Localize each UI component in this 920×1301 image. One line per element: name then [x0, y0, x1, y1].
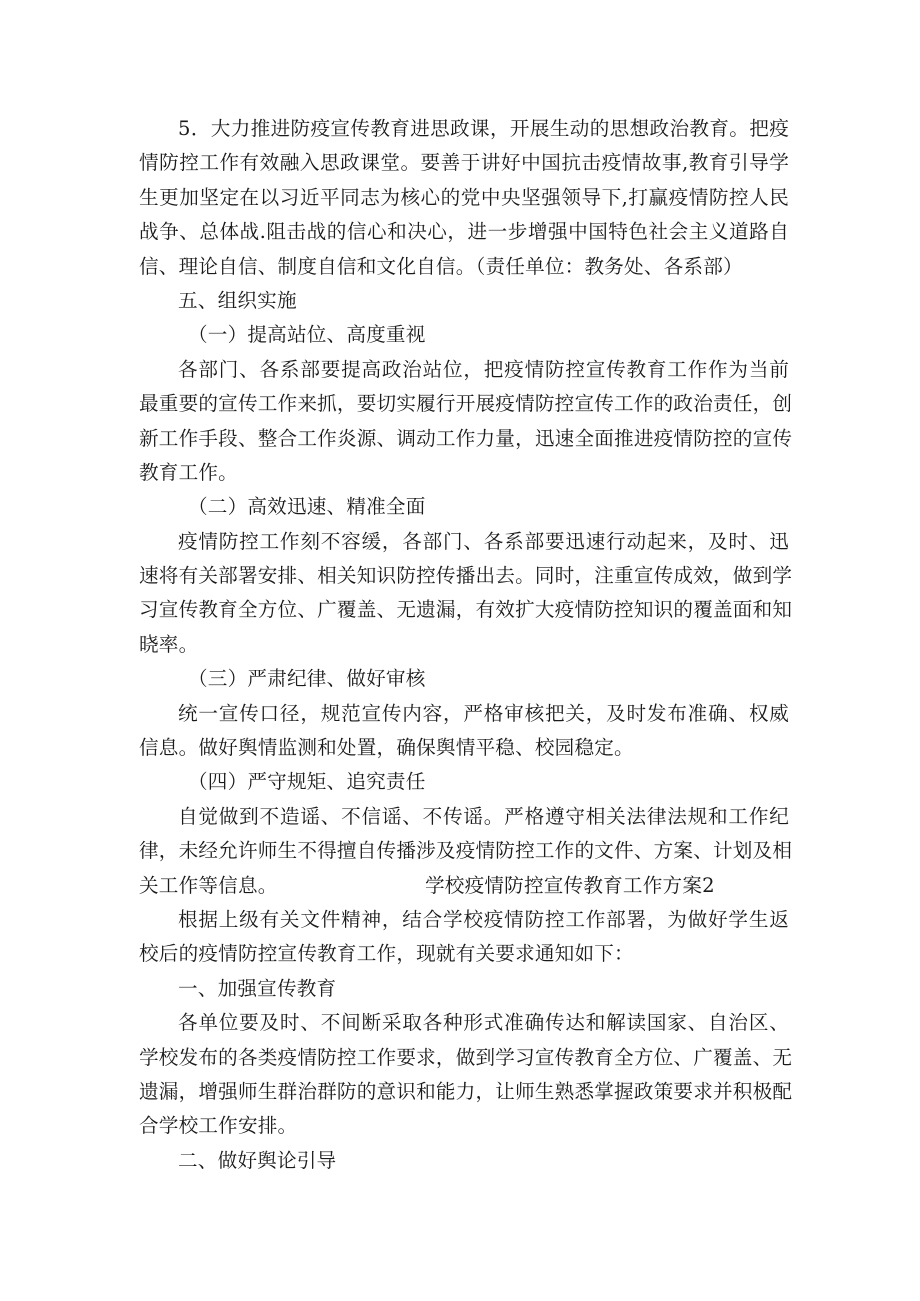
paragraph-line: 战争、总体战.阻击战的信心和决心，进一步增强中国特色社会主义道路自 [139, 220, 789, 244]
paragraph-line: 最重要的宣传工作来抓，要切实履行开展疫情防控宣传工作的政治责任，创 [139, 392, 793, 416]
paragraph-line: 信、理论自信、制度自信和文化自信。（责任单位：教务处、各系部） [139, 254, 743, 278]
paragraph-text: 关工作等信息。 [139, 873, 278, 897]
paragraph-line: 情防控工作有效融入思政课堂。要善于讲好中国抗击疫情故事,教育引导学 [139, 151, 789, 175]
paragraph-line: 习宣传教育全方位、广覆盖、无遗漏，有效扩大疫情防控知识的覆盖面和知 [139, 598, 793, 622]
paragraph-line-with-title [139, 869, 789, 903]
paragraph-line: 5．大力推进防疫宣传教育进思政课，开展生动的思想政治教育。把疫 [178, 117, 789, 140]
paragraph-line: 速将有关部署安排、相关知识防控传播出去。同时，注重宣传成效，做到学 [139, 564, 793, 588]
subsection-heading: （一）提高站位、高度重视 [188, 323, 426, 347]
paragraph-line: 新工作手段、整合工作炎源、调动工作力量，迅速全面推进疫情防控的宣传 [139, 426, 793, 450]
section-heading: 二、做好舆论引导 [178, 1148, 337, 1172]
document-body [139, 112, 793, 1178]
paragraph-line: 合学校工作安排。 [139, 1114, 298, 1138]
paragraph-line: 晓率。 [139, 632, 199, 656]
section-heading: 五、组织实施 [178, 288, 297, 312]
paragraph-line: 生更加坚定在以习近平同志为核心的党中央坚强领导下,打赢疫情防控人民 [139, 185, 789, 209]
paragraph-line: 律，未经允许师生不得擅自传播涉及疫情防控工作的文件、方案、计划及相 [139, 839, 793, 863]
paragraph-line: 遗漏，增强师生群治群防的意识和能力，让师生熟悉掌握政策要求并积极配 [139, 1079, 793, 1103]
paragraph-line: 自觉做到不造谣、不信谣、不传谣。严格遵守相关法律法规和工作纪 [178, 804, 789, 828]
paragraph-line: 信息。做好舆情监测和处置，确保舆情平稳、校园稳定。 [139, 736, 634, 760]
paragraph-line: 学校发布的各类疫情防控工作要求，做到学习宣传教育全方位、广覆盖、无 [139, 1045, 793, 1069]
paragraph-line: 统一宣传口径，规范宣传内容，严格审核把关，及时发布准确、权威 [178, 701, 789, 725]
paragraph-line: 教育工作。 [139, 460, 238, 484]
paragraph-line: 各部门、各系部要提高政治站位，把疫情防控宣传教育工作作为当前 [178, 357, 789, 381]
paragraph-line: 根据上级有关文件精神，结合学校疫情防控工作部署，为做好学生返 [178, 907, 789, 931]
subsection-heading: （四）严守规矩、追究责任 [188, 770, 426, 794]
document-title: 学校疫情防控宣传教育工作方案2 [425, 873, 715, 897]
paragraph-line: 各单位要及时、不间断采取各种形式准确传达和解读国家、自治区、 [178, 1011, 789, 1035]
paragraph-line: 疫情防控工作刻不容缓，各部门、各系部要迅速行动起来，及时、迅 [178, 529, 789, 553]
section-heading: 一、加强宣传教育 [178, 976, 337, 1000]
subsection-heading: （三）严肃纪律、做好审核 [188, 667, 426, 691]
paragraph-line: 校后的疫情防控宣传教育工作，现就有关要求通知如下： [139, 942, 634, 966]
subsection-heading: （二）高效迅速、精准全面 [188, 495, 426, 519]
